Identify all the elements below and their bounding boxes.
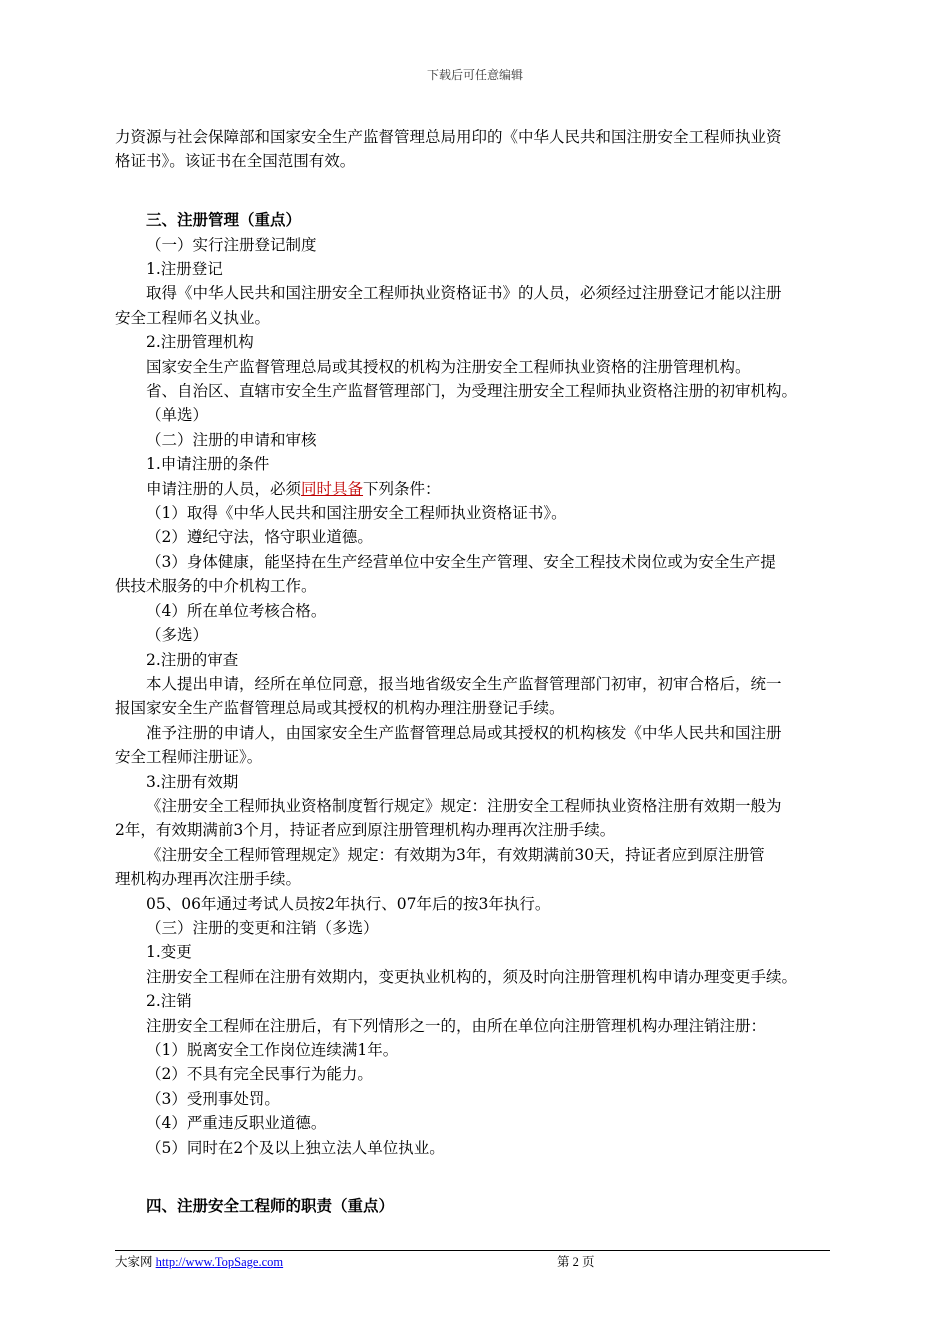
- paragraph: （4）严重违反职业道德。: [146, 1114, 327, 1133]
- paragraph: 国家安全生产监督管理总局或其授权的机构为注册安全工程师执业资格的注册管理机构。: [146, 357, 751, 376]
- paragraph: 理机构办理再次注册手续。: [115, 870, 302, 889]
- paragraph: （二）注册的申请和审核: [146, 430, 317, 449]
- paragraph: 取得《中华人民共和国注册安全工程师执业资格证书》的人员，必须经过注册登记才能以注册: [146, 284, 782, 303]
- paragraph: （三）注册的变更和注销（多选）: [146, 918, 379, 937]
- paragraph: 05、06年通过考试人员按2年执行、07年后的按3年执行。: [146, 894, 551, 913]
- conditions-intro: 申请注册的人员，必须同时具备下列条件：: [146, 479, 441, 498]
- paragraph: （一）实行注册登记制度: [146, 235, 317, 254]
- paragraph: （多选）: [146, 626, 209, 645]
- paragraph: 1.申请注册的条件: [146, 455, 270, 474]
- paragraph: 供技术服务的中介机构工作。: [115, 577, 317, 596]
- page-footer: [115, 1252, 830, 1270]
- intro-line-2: 格证书》。该证书在全国范围有效。: [115, 152, 356, 171]
- paragraph: 《注册安全工程师执业资格制度暂行规定》规定：注册安全工程师执业资格注册有效期一般为: [146, 796, 782, 815]
- footer-divider: [115, 1250, 830, 1251]
- paragraph: （单选）: [146, 406, 209, 425]
- document-body: [115, 125, 845, 1219]
- paragraph: 1.注册登记: [146, 260, 223, 279]
- paragraph: 3.注册有效期: [146, 772, 239, 791]
- emphasis-text: 同时具备: [301, 479, 364, 498]
- footer-link[interactable]: http://www.TopSage.com: [155, 1255, 284, 1269]
- paragraph: 2.注销: [146, 992, 192, 1011]
- paragraph: 报国家安全生产监督管理总局或其授权的机构办理注册登记手续。: [115, 699, 565, 718]
- paragraph: 安全工程师名义执业。: [115, 308, 271, 327]
- paragraph: （1）取得《中华人民共和国注册安全工程师执业资格证书》。: [146, 504, 567, 523]
- paragraph: 本人提出申请，经所在单位同意，报当地省级安全生产监督管理部门初审，初审合格后，统一: [146, 674, 782, 693]
- paragraph: （4）所在单位考核合格。: [146, 601, 327, 620]
- paragraph: （1）脱离安全工作岗位连续满1年。: [146, 1041, 399, 1060]
- paragraph: （3）受刑事处罚。: [146, 1089, 280, 1108]
- paragraph: 省、自治区、直辖市安全生产监督管理部门，为受理注册安全工程师执业资格注册的初审机构。: [146, 382, 798, 401]
- paragraph: 2年，有效期满前3个月，持证者应到原注册管理机构办理再次注册手续。: [115, 821, 616, 840]
- intro-line-1: 力资源与社会保障部和国家安全生产监督管理总局用印的《中华人民共和国注册安全工程师执业资: [115, 128, 782, 146]
- section-3-title: 三、注册管理（重点）: [146, 210, 302, 230]
- page-header: 下载后可任意编辑: [426, 68, 523, 82]
- footer-site-name: 大家网: [115, 1255, 156, 1269]
- paragraph: （2）不具有完全民事行为能力。: [146, 1065, 373, 1084]
- paragraph: 1.变更: [146, 943, 192, 962]
- paragraph: （2）遵纪守法，恪守职业道德。: [146, 528, 373, 547]
- paragraph: 注册安全工程师在注册有效期内，变更执业机构的，须及时向注册管理机构申请办理变更手续。: [146, 967, 798, 986]
- paragraph: 2.注册管理机构: [146, 333, 254, 352]
- paragraph: 准予注册的申请人，由国家安全生产监督管理总局或其授权的机构核发《中华人民共和国注册: [146, 723, 782, 742]
- paragraph: 注册安全工程师在注册后，有下列情形之一的，由所在单位向注册管理机构办理注销注册：: [146, 1016, 767, 1035]
- paragraph: 2.注册的审查: [146, 650, 239, 669]
- page-number: 第 2 页: [557, 1255, 595, 1269]
- paragraph: （3）身体健康，能坚持在生产经营单位中安全生产管理、安全工程技术岗位或为安全生产提: [146, 552, 776, 571]
- paragraph: （5）同时在2个及以上独立法人单位执业。: [146, 1138, 445, 1157]
- paragraph: 《注册安全工程师管理规定》规定：有效期为3年，有效期满前30天，持证者应到原注册管: [146, 845, 765, 864]
- section-4-title: 四、注册安全工程师的职责（重点）: [146, 1196, 395, 1216]
- paragraph: 安全工程师注册证》。: [115, 748, 263, 767]
